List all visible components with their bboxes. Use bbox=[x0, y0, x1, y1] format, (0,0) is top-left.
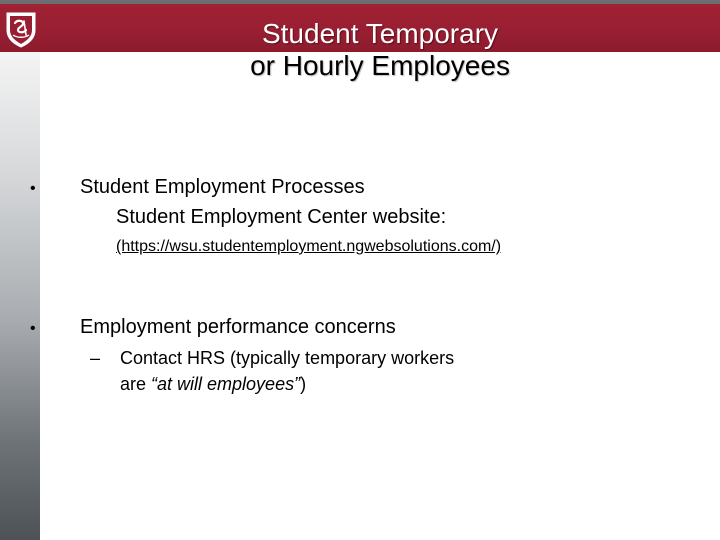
title-line-2: or Hourly Employees bbox=[250, 50, 510, 81]
side-bar bbox=[0, 52, 40, 540]
sub-bullet-line-2 bbox=[120, 374, 306, 395]
bullet-heading: Student Employment Processes bbox=[80, 176, 365, 198]
sub-bullet-marker: – bbox=[90, 348, 101, 368]
bullet-marker: • bbox=[30, 320, 36, 337]
title-line-1: Student Temporary bbox=[261, 18, 499, 49]
sub-bullet-line-1: Contact HRS (typically temporary workers bbox=[120, 348, 455, 368]
bullet-marker: • bbox=[30, 180, 36, 197]
slide-title bbox=[40, 18, 720, 82]
bullet-subtext: Student Employment Center website: bbox=[116, 206, 447, 228]
at-will-emphasis: “at will employees” bbox=[151, 374, 301, 394]
sub-bullet-suffix: ) bbox=[300, 374, 307, 394]
wsu-shield-icon bbox=[4, 10, 38, 48]
sub-bullet-prefix: are bbox=[120, 374, 152, 394]
bullet-heading: Employment performance concerns bbox=[80, 316, 396, 338]
employment-center-link[interactable]: (https://wsu.studentemployment.ngwebsolutions.com/) bbox=[116, 238, 502, 255]
